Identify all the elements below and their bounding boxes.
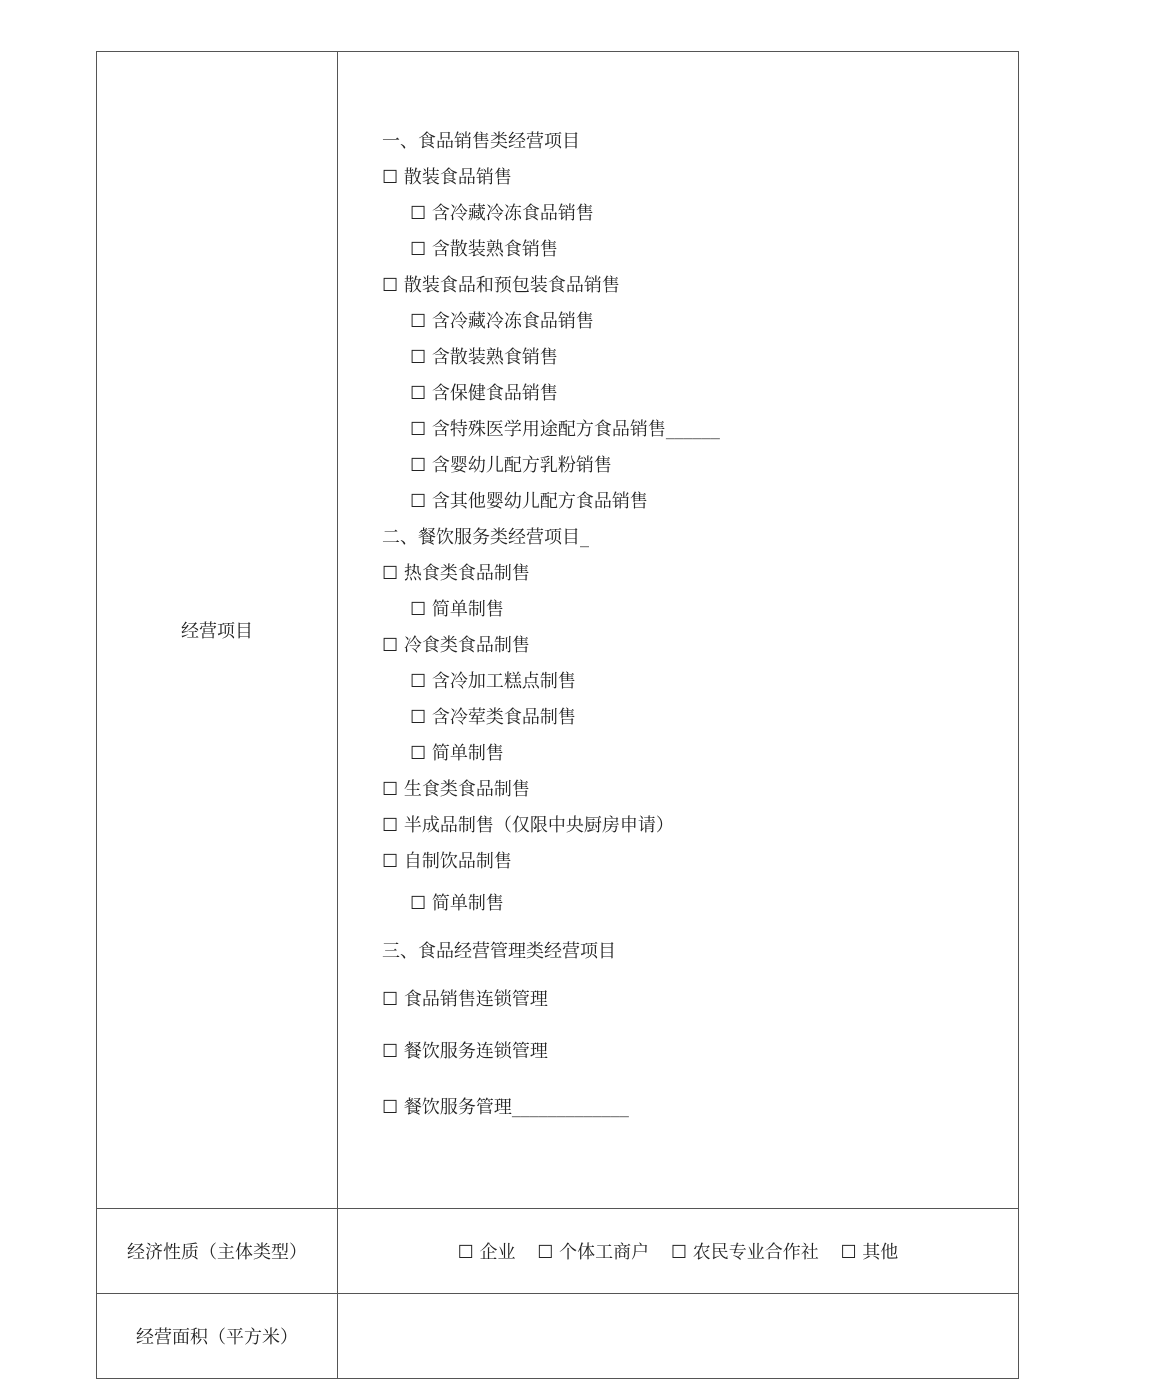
checkbox-subitem[interactable]: ☐ 含保健食品销售 [410, 383, 558, 404]
checkbox-subitem[interactable]: ☐ 简单制售 [410, 599, 504, 620]
checkbox-subitem[interactable]: ☐ 含婴幼儿配方乳粉销售 [410, 455, 612, 476]
business-items-row [97, 52, 1019, 1209]
checkbox-item[interactable]: ☐ 热食类食品制售 [382, 563, 530, 584]
checkbox-item[interactable]: ☐ 自制饮品制售 [382, 851, 512, 872]
checkbox-item[interactable]: ☐ 散装食品和预包装食品销售 [382, 275, 620, 296]
business-area-row [97, 1294, 1019, 1379]
option-farmer-cooperative[interactable]: ☐ 农民专业合作社 [670, 1242, 819, 1263]
section-heading-food-sales: 一、食品销售类经营项目 [382, 131, 580, 152]
checkbox-item[interactable]: ☐ 食品销售连锁管理 [382, 989, 548, 1010]
license-items-form [96, 51, 1019, 1379]
checkbox-item[interactable]: ☐ 半成品制售（仅限中央厨房申请） [382, 815, 674, 836]
checkbox-subitem[interactable]: ☐ 含特殊医学用途配方食品销售______ [410, 419, 720, 440]
checkbox-item[interactable]: ☐ 餐饮服务连锁管理 [382, 1041, 548, 1062]
checkbox-subitem[interactable]: ☐ 含冷加工糕点制售 [410, 671, 576, 692]
checkbox-subitem[interactable]: ☐ 含冷藏冷冻食品销售 [410, 203, 594, 224]
checkbox-subitem[interactable]: ☐ 含散装熟食销售 [410, 347, 558, 368]
business-items-list [338, 52, 1019, 1209]
checkbox-subitem[interactable]: ☐ 含冷荤类食品制售 [410, 707, 576, 728]
business-area-field[interactable] [338, 1294, 1019, 1379]
section-heading-management: 三、食品经营管理类经营项目 [382, 941, 616, 962]
checkbox-item[interactable]: ☐ 冷食类食品制售 [382, 635, 530, 656]
economic-nature-options [338, 1209, 1019, 1294]
economic-nature-row [97, 1209, 1019, 1294]
economic-nature-label: 经济性质（主体类型） [97, 1209, 338, 1294]
checkbox-subitem[interactable]: ☐ 简单制售 [410, 893, 504, 914]
checkbox-subitem[interactable]: ☐ 含散装熟食销售 [410, 239, 558, 260]
option-enterprise[interactable]: ☐ 企业 [457, 1242, 516, 1263]
option-other[interactable]: ☐ 其他 [840, 1242, 899, 1263]
checkbox-item[interactable]: ☐ 生食类食品制售 [382, 779, 530, 800]
checkbox-item[interactable]: ☐ 餐饮服务管理_____________ [382, 1097, 629, 1118]
checkbox-subitem[interactable]: ☐ 简单制售 [410, 743, 504, 764]
business-area-label: 经营面积（平方米） [97, 1294, 338, 1379]
checkbox-item[interactable]: ☐ 散装食品销售 [382, 167, 512, 188]
option-individual-business[interactable]: ☐ 个体工商户 [537, 1242, 650, 1263]
section-heading-catering: 二、餐饮服务类经营项目_ [382, 527, 589, 548]
checkbox-subitem[interactable]: ☐ 含冷藏冷冻食品销售 [410, 311, 594, 332]
checkbox-subitem[interactable]: ☐ 含其他婴幼儿配方食品销售 [410, 491, 648, 512]
business-items-label: 经营项目 [97, 52, 338, 1209]
